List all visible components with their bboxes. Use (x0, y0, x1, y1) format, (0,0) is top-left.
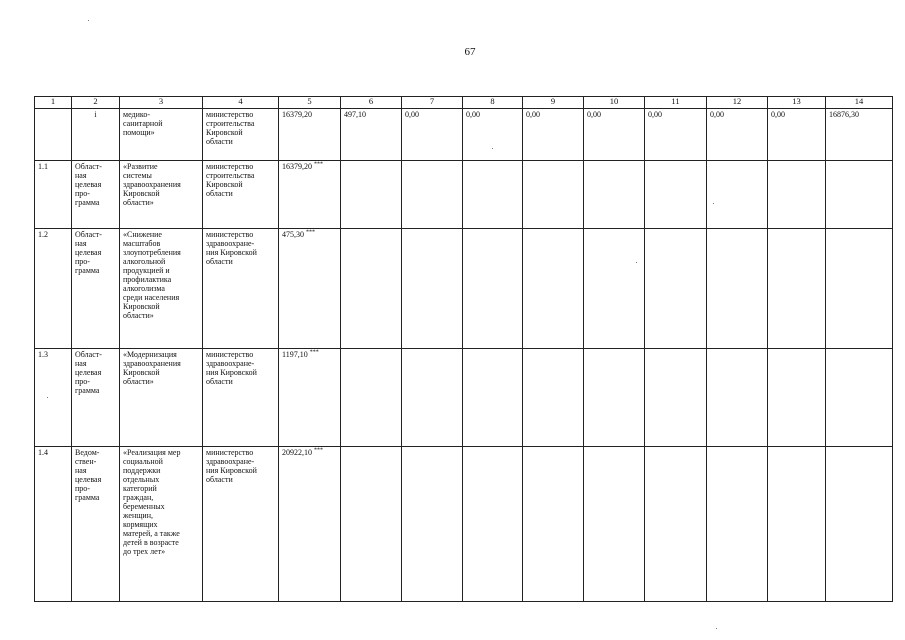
amount-cell: 0,00 (768, 109, 826, 161)
row-number-text: 1.1 (38, 162, 48, 171)
amount-total (279, 161, 341, 229)
executor (203, 447, 279, 602)
amount-cell (645, 349, 707, 447)
column-header: 5 (279, 97, 341, 109)
amount-cell (645, 161, 707, 229)
row-number-text: 1.3 (38, 350, 48, 359)
page-number: 67 (464, 46, 476, 58)
executor (203, 349, 279, 447)
program-type (72, 447, 120, 602)
amount-cell: 0,00 (645, 109, 707, 161)
amount-cell (768, 229, 826, 349)
program-name-text: «Реализация мер социальной поддержки отдельных категорий граждан, беременных женщин, кормящих матерей, а также детей в возрасте до трех лет» (123, 448, 181, 556)
amount-cell (402, 349, 463, 447)
program-type (72, 161, 120, 229)
amount-cell (768, 161, 826, 229)
column-header: 13 (768, 97, 826, 109)
amount-cell: 0,00 (402, 109, 463, 161)
amount-cell (826, 161, 893, 229)
row-number (35, 349, 72, 447)
amount-cell (768, 447, 826, 602)
amount-cell (523, 229, 584, 349)
column-header: 8 (463, 97, 523, 109)
amount-cell: 0,00 (584, 109, 645, 161)
column-header: 4 (203, 97, 279, 109)
amount-cell (584, 447, 645, 602)
column-header: 14 (826, 97, 893, 109)
row-number (35, 109, 72, 161)
program-name-text: «Снижение масштабов злоупотребления алкогольной продукцией и профилактика алкоголизма среди населения Кировской области» (123, 230, 181, 320)
scan-speck (716, 628, 717, 629)
amount-cell (826, 229, 893, 349)
executor-text: министерство здравоохране- ния Кировской области (206, 448, 257, 484)
scan-speck (636, 262, 637, 263)
program-name (120, 349, 203, 447)
executor-text: министерство строительства Кировской области (206, 110, 255, 146)
amount-cell (523, 447, 584, 602)
program-type (72, 109, 120, 161)
amount-cell (463, 349, 523, 447)
amount-cell (584, 161, 645, 229)
column-header: 6 (341, 97, 402, 109)
program-name (120, 447, 203, 602)
amount-cell (584, 349, 645, 447)
header-row (35, 97, 893, 109)
amount-cell (463, 161, 523, 229)
column-header: 1 (35, 97, 72, 109)
program-name-text: «Развитие системы здравоохранения Кировской области» (123, 162, 181, 207)
program-name (120, 161, 203, 229)
amount-value: 16379,20 (282, 110, 312, 119)
amount-cell (707, 161, 768, 229)
amount-cell (523, 349, 584, 447)
program-type-text: Област- ная целевая про- грамма (75, 350, 102, 395)
column-header: 2 (72, 97, 120, 109)
scan-speck (713, 203, 714, 204)
program-type-text: і (94, 110, 97, 119)
executor (203, 109, 279, 161)
row-number-text: 1.4 (38, 448, 48, 457)
program-name-text: медико- санитарной помощи» (123, 110, 163, 137)
amount-value: 1197,10 (282, 350, 308, 359)
amount-cell (584, 229, 645, 349)
scan-speck (88, 20, 89, 21)
column-header: 9 (523, 97, 584, 109)
amount-cell (707, 229, 768, 349)
column-header: 10 (584, 97, 645, 109)
amount-cell: 497,10 (341, 109, 402, 161)
amount-total (279, 447, 341, 602)
table-row (35, 349, 893, 447)
program-type (72, 349, 120, 447)
table-row (35, 161, 893, 229)
amount-cell (341, 447, 402, 602)
amount-footnote-mark: *** (306, 229, 315, 236)
amount-cell (402, 229, 463, 349)
row-number (35, 229, 72, 349)
executor (203, 229, 279, 349)
amount-cell: 0,00 (523, 109, 584, 161)
amount-cell (768, 349, 826, 447)
amount-cell (463, 229, 523, 349)
column-header: 3 (120, 97, 203, 109)
amount-cell (645, 447, 707, 602)
column-header: 7 (402, 97, 463, 109)
program-type (72, 229, 120, 349)
amount-cell (707, 349, 768, 447)
amount-cell (341, 229, 402, 349)
program-type-text: Област- ная целевая про- грамма (75, 230, 102, 275)
amount-cell (402, 447, 463, 602)
column-header: 12 (707, 97, 768, 109)
program-type-text: Ведом- ствен- ная целевая про- грамма (75, 448, 102, 502)
amount-total (279, 109, 341, 161)
scan-speck (492, 148, 493, 149)
amount-cell: 0,00 (707, 109, 768, 161)
amount-value: 475,30 (282, 230, 304, 239)
executor-text: министерство здравоохране- ния Кировской области (206, 350, 257, 386)
amount-cell (826, 349, 893, 447)
program-funding-table (34, 96, 893, 602)
amount-cell (707, 447, 768, 602)
program-name (120, 109, 203, 161)
amount-cell (523, 161, 584, 229)
amount-cell (645, 229, 707, 349)
executor (203, 161, 279, 229)
row-number (35, 447, 72, 602)
column-header: 11 (645, 97, 707, 109)
table-row (35, 109, 893, 161)
amount-cell: 16876,30 (826, 109, 893, 161)
amount-footnote-mark: *** (309, 349, 319, 356)
table-row (35, 229, 893, 349)
amount-cell (826, 447, 893, 602)
amount-total (279, 349, 341, 447)
executor-text: министерство строительства Кировской области (206, 162, 255, 198)
amount-value: 20922,10 (282, 448, 312, 457)
scan-speck (47, 397, 48, 398)
program-name-text: «Модернизация здравоохранения Кировской области» (123, 350, 181, 386)
program-type-text: Област- ная целевая про- грамма (75, 162, 102, 207)
amount-cell (463, 447, 523, 602)
amount-value: 16379,20 (282, 162, 312, 171)
row-number-text: 1.2 (38, 230, 48, 239)
table-row (35, 447, 893, 602)
amount-footnote-mark: *** (314, 447, 323, 454)
row-number (35, 161, 72, 229)
amount-cell (402, 161, 463, 229)
amount-total (279, 229, 341, 349)
amount-cell: 0,00 (463, 109, 523, 161)
amount-cell (341, 161, 402, 229)
program-name (120, 229, 203, 349)
executor-text: министерство здравоохране- ния Кировской области (206, 230, 257, 266)
amount-footnote-mark: *** (314, 161, 323, 168)
amount-cell (341, 349, 402, 447)
